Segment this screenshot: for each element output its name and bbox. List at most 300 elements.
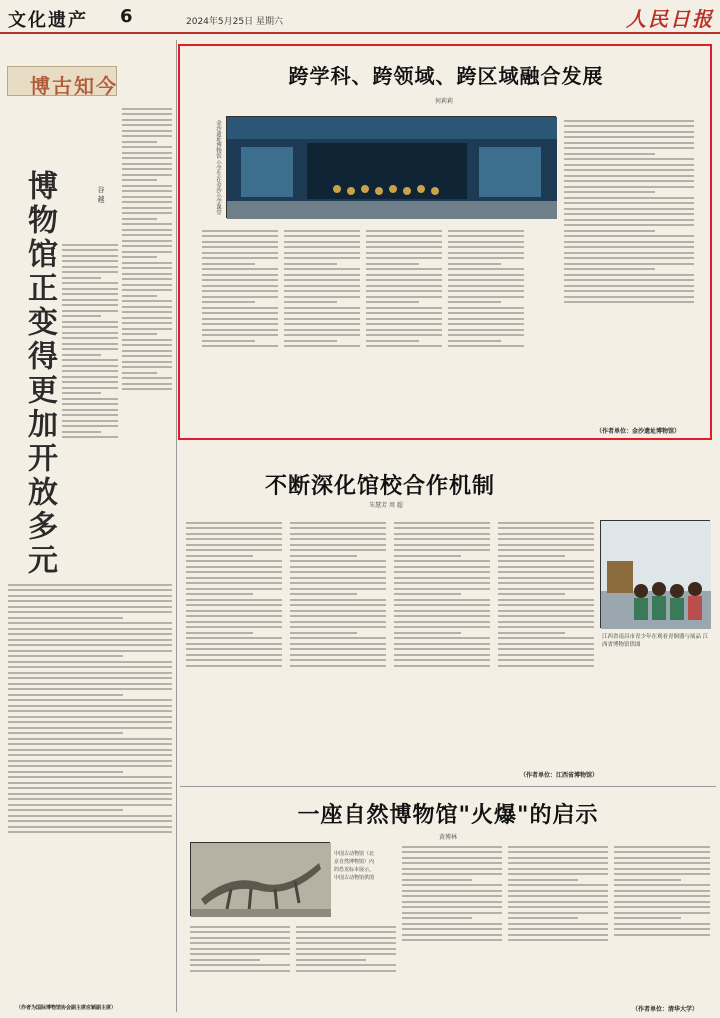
text-line [394, 533, 490, 535]
text-line [394, 632, 461, 634]
text-line [290, 665, 386, 667]
text-line [366, 257, 442, 259]
text-line [448, 340, 501, 342]
text-line [122, 135, 172, 137]
text-line [508, 873, 608, 875]
text-line [402, 923, 502, 925]
text-line [614, 917, 681, 919]
text-line [122, 174, 172, 176]
text-line [498, 610, 594, 612]
text-line [290, 604, 386, 606]
text-line [366, 312, 442, 314]
text-line [186, 643, 282, 645]
text-line [122, 251, 172, 253]
text-line [402, 895, 502, 897]
text-line [62, 370, 118, 372]
text-line [202, 257, 278, 259]
text-line [614, 857, 710, 859]
text-line [122, 207, 172, 209]
text-line [508, 923, 608, 925]
text-line [62, 414, 118, 416]
text-line [8, 622, 172, 624]
article-3-byline: 黄博林 [438, 834, 457, 841]
text-line [8, 826, 172, 828]
text-line [498, 604, 594, 606]
text-line [122, 152, 172, 154]
text-line [448, 307, 524, 309]
text-line [290, 654, 386, 656]
text-line [122, 372, 157, 374]
article-1-footer-credit: （作者单位：金沙遗址博物馆） [596, 428, 681, 435]
text-line [448, 296, 524, 298]
text-line [122, 212, 172, 214]
text-line [402, 901, 502, 903]
text-line [8, 705, 172, 707]
text-line [62, 398, 118, 400]
text-line [614, 873, 710, 875]
text-line [202, 246, 278, 248]
text-line [564, 147, 694, 149]
text-line [284, 345, 360, 347]
text-line [402, 890, 502, 892]
text-line [564, 120, 694, 122]
text-line [186, 582, 282, 584]
text-line [498, 648, 594, 650]
text-line [290, 544, 386, 546]
text-line [202, 230, 278, 232]
text-line [508, 857, 608, 859]
article-3-body-text [614, 842, 710, 998]
text-line [62, 337, 118, 339]
text-line [122, 119, 172, 121]
text-line [190, 970, 290, 972]
text-line [62, 348, 118, 350]
text-line [62, 244, 118, 246]
text-line [186, 665, 282, 667]
text-line [62, 310, 118, 312]
text-line [8, 639, 172, 641]
text-line [366, 318, 442, 320]
text-line [296, 953, 396, 955]
text-line [122, 190, 172, 192]
text-line [122, 179, 157, 181]
newspaper-logo: 人民日报 [626, 7, 714, 31]
text-line [122, 339, 172, 341]
text-line [8, 606, 172, 608]
text-line [564, 164, 694, 166]
text-line [8, 760, 172, 762]
text-line [202, 235, 278, 237]
text-line [122, 377, 172, 379]
text-line [296, 948, 396, 950]
text-line [394, 582, 490, 584]
article-2-headline: 不断深化馆校合作机制 [264, 473, 495, 499]
column-badge: 博古知今 [30, 74, 118, 98]
text-line [402, 928, 502, 930]
text-line [290, 538, 386, 540]
text-line [614, 906, 710, 908]
text-line [284, 312, 360, 314]
text-line [284, 290, 360, 292]
text-line [186, 599, 282, 601]
article-2-body-text [290, 518, 386, 768]
text-line [508, 901, 608, 903]
text-line [498, 593, 565, 595]
text-line [448, 235, 524, 237]
text-line [190, 926, 290, 928]
article-1-body-text [366, 226, 442, 426]
article-3-photo-caption: 中国古动物馆（北京自然博物馆）内的恐龙标本展示。 中国古动物馆供图 [334, 851, 375, 881]
text-line [614, 934, 710, 936]
text-line [8, 787, 172, 789]
text-line [202, 334, 278, 336]
text-line [202, 241, 278, 243]
article-2-body-text [498, 518, 594, 768]
text-line [62, 326, 118, 328]
text-line [394, 599, 490, 601]
text-line [296, 970, 396, 972]
text-line [122, 295, 157, 297]
text-line [62, 255, 118, 257]
text-line [122, 130, 172, 132]
text-line [564, 230, 655, 232]
text-line [186, 659, 282, 661]
text-line [564, 142, 694, 144]
text-line [366, 268, 442, 270]
text-line [284, 235, 360, 237]
text-line [122, 108, 172, 110]
text-line [186, 610, 282, 612]
text-line [366, 230, 442, 232]
section-name: 文化遗产 [8, 10, 88, 31]
text-line [8, 595, 172, 597]
text-line [394, 665, 490, 667]
text-line [366, 323, 442, 325]
text-line [498, 566, 594, 568]
text-line [290, 549, 386, 551]
text-line [508, 906, 608, 908]
text-line [394, 549, 490, 551]
text-line [366, 246, 442, 248]
text-line [564, 219, 694, 221]
text-line [8, 749, 172, 751]
text-line [122, 168, 172, 170]
text-line [122, 223, 172, 225]
text-line [296, 959, 366, 961]
text-line [366, 285, 442, 287]
text-line [62, 365, 118, 367]
text-line [394, 560, 490, 562]
text-line [402, 846, 502, 848]
text-line [122, 328, 172, 330]
text-line [284, 274, 360, 276]
text-line [122, 383, 172, 385]
text-line [8, 798, 172, 800]
text-line [186, 648, 282, 650]
text-line [290, 593, 357, 595]
text-line [284, 301, 337, 303]
text-line [284, 285, 360, 287]
text-line [122, 289, 172, 291]
text-line [394, 538, 490, 540]
text-line [186, 632, 253, 634]
text-line [498, 522, 594, 524]
column-title: 博物馆正变得更加开放多元 [22, 170, 57, 578]
text-line [448, 252, 524, 254]
text-line [62, 354, 101, 356]
text-line [290, 637, 386, 639]
text-line [202, 318, 278, 320]
text-line [62, 436, 118, 438]
text-line [186, 533, 282, 535]
text-line [394, 615, 490, 617]
text-line [290, 621, 386, 623]
text-line [202, 263, 255, 265]
text-line [564, 296, 694, 298]
text-line [296, 964, 396, 966]
text-line [508, 846, 608, 848]
text-line [402, 868, 502, 870]
text-line [122, 113, 172, 115]
text-line [284, 318, 360, 320]
text-line [564, 252, 694, 254]
text-line [508, 917, 578, 919]
text-line [564, 191, 655, 193]
text-line [62, 359, 118, 361]
text-line [8, 589, 172, 591]
text-line [290, 659, 386, 661]
text-line [290, 555, 357, 557]
text-line [448, 268, 524, 270]
text-line [8, 831, 172, 833]
column-footer-credit: （作者为国际博物馆协会副主席应颖副主席） [16, 1005, 117, 1011]
text-line [8, 655, 123, 657]
text-line [614, 868, 710, 870]
article-1-body-text [202, 226, 278, 426]
text-line [448, 279, 524, 281]
article-1-body-text [284, 226, 360, 426]
section-divider [180, 786, 716, 787]
text-line [402, 939, 502, 941]
text-line [296, 937, 396, 939]
text-line [202, 274, 278, 276]
text-line [186, 654, 282, 656]
text-line [394, 604, 490, 606]
text-line [564, 224, 694, 226]
text-line [62, 387, 118, 389]
text-line [290, 571, 386, 573]
text-line [448, 301, 501, 303]
text-line [508, 895, 608, 897]
text-line [122, 311, 172, 313]
text-line [564, 268, 655, 270]
text-line [290, 626, 386, 628]
text-line [564, 279, 694, 281]
text-line [62, 376, 118, 378]
text-line [498, 632, 565, 634]
text-line [202, 296, 278, 298]
article-3-body-text [508, 842, 608, 1008]
text-line [448, 257, 524, 259]
text-line [508, 862, 608, 864]
text-line [190, 931, 290, 933]
text-line [498, 527, 594, 529]
text-line [366, 241, 442, 243]
text-line [564, 180, 694, 182]
page-number: 6 [120, 6, 133, 27]
text-line [564, 208, 694, 210]
text-line [8, 815, 172, 817]
text-line [394, 626, 490, 628]
text-line [8, 771, 123, 773]
text-line [284, 230, 360, 232]
text-line [8, 661, 172, 663]
text-line [284, 246, 360, 248]
text-line [202, 340, 255, 342]
text-line [202, 323, 278, 325]
text-line [284, 296, 360, 298]
text-line [290, 610, 386, 612]
text-line [508, 851, 608, 853]
text-line [498, 621, 594, 623]
text-line [202, 268, 278, 270]
text-line [122, 157, 172, 159]
text-line [62, 431, 101, 433]
text-line [394, 571, 490, 573]
text-line [614, 901, 710, 903]
article-2-photo [600, 520, 710, 628]
text-line [186, 560, 282, 562]
text-line [564, 246, 694, 248]
text-line [366, 235, 442, 237]
text-line [614, 912, 710, 914]
text-line [394, 643, 490, 645]
text-line [190, 942, 290, 944]
text-line [62, 381, 118, 383]
article-3-body-text [402, 842, 502, 1008]
text-line [498, 538, 594, 540]
article-1-photo [226, 116, 556, 218]
text-line [8, 584, 172, 586]
text-line [366, 334, 442, 336]
text-line [122, 201, 172, 203]
text-line [122, 245, 172, 247]
text-line [498, 654, 594, 656]
issue-date: 2024年5月25日 星期六 [186, 17, 283, 27]
text-line [8, 809, 123, 811]
text-line [448, 263, 501, 265]
text-line [122, 185, 172, 187]
text-line [498, 599, 594, 601]
text-line [508, 928, 608, 930]
text-line [448, 274, 524, 276]
text-line [122, 267, 172, 269]
text-line [186, 626, 282, 628]
text-line [402, 857, 502, 859]
text-line [8, 793, 172, 795]
text-line [202, 312, 278, 314]
text-line [366, 296, 442, 298]
text-line [186, 555, 253, 557]
text-line [8, 694, 123, 696]
text-line [202, 301, 255, 303]
text-line [122, 388, 172, 390]
text-line [290, 643, 386, 645]
text-line [122, 229, 172, 231]
text-line [402, 873, 502, 875]
text-line [498, 659, 594, 661]
text-line [290, 599, 386, 601]
text-line [122, 366, 172, 368]
text-line [366, 279, 442, 281]
text-line [564, 257, 694, 259]
text-line [62, 282, 118, 284]
article-3-headline: 一座自然博物馆"火爆"的启示 [297, 802, 599, 828]
text-line [366, 345, 442, 347]
text-line [186, 604, 282, 606]
text-line [284, 329, 360, 331]
text-line [186, 637, 282, 639]
text-line [122, 273, 172, 275]
text-line [564, 213, 694, 215]
text-line [448, 345, 524, 347]
text-line [284, 334, 360, 336]
text-line [402, 884, 502, 886]
text-line [564, 274, 694, 276]
text-line [190, 953, 290, 955]
text-line [186, 571, 282, 573]
text-line [8, 820, 172, 822]
text-line [62, 260, 118, 262]
text-line [122, 240, 172, 242]
text-line [498, 533, 594, 535]
text-line [402, 862, 502, 864]
text-line [290, 648, 386, 650]
text-line [186, 522, 282, 524]
text-line [296, 926, 396, 928]
text-line [8, 672, 172, 674]
text-line [186, 621, 282, 623]
text-line [448, 329, 524, 331]
text-line [62, 321, 118, 323]
text-line [564, 241, 694, 243]
article-1-body-text [564, 116, 694, 426]
text-line [366, 290, 442, 292]
text-line [202, 307, 278, 309]
text-line [498, 615, 594, 617]
text-line [448, 285, 524, 287]
text-line [186, 593, 253, 595]
text-line [202, 345, 278, 347]
text-line [394, 527, 490, 529]
text-line [366, 263, 419, 265]
text-line [122, 218, 157, 220]
article-3-body-text [190, 922, 290, 1008]
text-line [564, 158, 694, 160]
column-divider [176, 40, 177, 1012]
text-line [448, 290, 524, 292]
text-line [564, 197, 694, 199]
text-line [122, 163, 172, 165]
text-line [122, 333, 157, 335]
text-line [202, 290, 278, 292]
text-line [614, 923, 710, 925]
text-line [508, 939, 608, 941]
text-line [402, 879, 472, 881]
text-line [614, 928, 710, 930]
text-line [122, 146, 172, 148]
text-line [62, 271, 118, 273]
